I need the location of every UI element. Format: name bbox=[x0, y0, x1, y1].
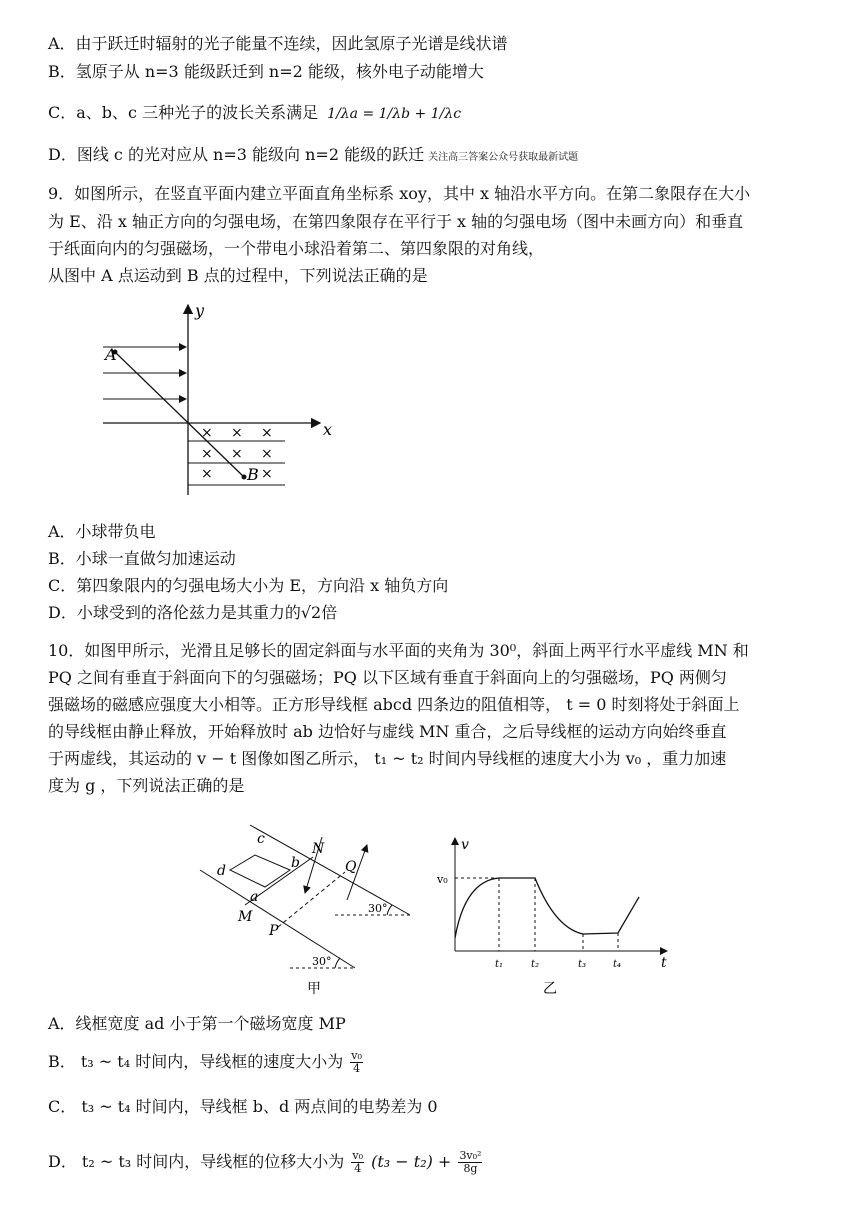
jia-q: Q bbox=[345, 859, 357, 875]
jia-angle-1: 30° bbox=[368, 902, 388, 915]
field-mark: × bbox=[261, 446, 273, 462]
field-mark: × bbox=[261, 425, 273, 441]
jia-a: a bbox=[250, 889, 259, 905]
q9-option-c: C．第四象限内的匀强电场大小为 E，方向沿 x 轴负方向 bbox=[48, 576, 449, 595]
frac-den: 4 bbox=[353, 1062, 361, 1075]
q8-option-d bbox=[48, 144, 578, 169]
q10-stem-2: PQ 之间有垂直于斜面向下的匀强磁场；PQ 以下区域有垂直于斜面向上的匀强磁场，PQ 两侧匀 bbox=[48, 668, 727, 687]
yi-t1: t₁ bbox=[495, 959, 504, 970]
yi-t4: t₄ bbox=[613, 959, 622, 970]
jia-c: c bbox=[257, 831, 265, 847]
jia-m: M bbox=[238, 909, 253, 925]
q10-stem-4: 的导线框由静止释放，开始释放时 ab 边恰好与虚线 MN 重合，之后导线框的运动方向始终垂直 bbox=[48, 722, 727, 741]
q9-stem-2: 为 E、沿 x 轴正方向的匀强电场，在第四象限存在平行于 x 轴的匀强电场（图中未画方向）和垂直 bbox=[48, 212, 744, 231]
yi-t-axis: t bbox=[661, 955, 667, 971]
yi-v0: v₀ bbox=[437, 873, 448, 886]
q9-stem-1: 9．如图所示，在竖直平面内建立平面直角坐标系 xoy，其中 x 轴沿水平方向。在第二象限存在大小 bbox=[48, 184, 751, 203]
q10-stem-3: 强磁场的磁感应强度大小相等。正方形导线框 abcd 四条边的阻值相等， t = 0 时刻将处于斜面上 bbox=[48, 695, 740, 714]
watermark-note: 关注高三答案公众号获取最新试题 bbox=[428, 152, 579, 163]
q8-option-d-text: D．图线 c 的光对应从 n=3 能级向 n=2 能级的跃迁 bbox=[48, 145, 425, 164]
jia-d: d bbox=[217, 863, 226, 879]
jia-n: N bbox=[312, 841, 325, 857]
field-mark: × bbox=[201, 446, 213, 462]
field-mark: × bbox=[201, 425, 213, 441]
jia-b: b bbox=[291, 855, 300, 871]
jia-label: 甲 bbox=[307, 981, 321, 997]
field-mark: × bbox=[261, 466, 273, 482]
q10-figure-yi bbox=[435, 833, 675, 998]
q9-point-b: B bbox=[247, 465, 259, 484]
q8-option-c bbox=[48, 102, 461, 125]
frac-num: 3v₀² bbox=[459, 1149, 482, 1162]
field-mark: × bbox=[231, 446, 243, 462]
frac-den: 8g bbox=[463, 1162, 478, 1175]
frac-num: v₀ bbox=[351, 1049, 362, 1062]
q9-x-label: x bbox=[323, 420, 333, 439]
q10-option-d-text: D． t₂ ~ t₃ 时间内，导线框的位移大小为 bbox=[48, 1152, 345, 1171]
q9-figure bbox=[95, 300, 355, 500]
q10-stem-6: 度为 g ，下列说法正确的是 bbox=[48, 776, 245, 795]
field-mark: × bbox=[231, 425, 243, 441]
frac-den: 4 bbox=[354, 1162, 362, 1175]
q10-option-d-fraction-1 bbox=[351, 1150, 364, 1175]
q10-option-d-fraction-2 bbox=[458, 1150, 482, 1175]
q10-option-b-text: B． t₃ ~ t₄ 时间内，导线框的速度大小为 bbox=[48, 1052, 344, 1071]
q9-option-d: D．小球受到的洛伦兹力是其重力的√2倍 bbox=[48, 603, 338, 622]
jia-angle-2: 30° bbox=[312, 955, 332, 968]
q9-stem-3: 于纸面向内的匀强磁场，一个带电小球沿着第二、第四象限的对角线， bbox=[48, 239, 545, 258]
q10-option-c: C． t₃ ~ t₄ 时间内，导线框 b、d 两点间的电势差为 0 bbox=[48, 1097, 438, 1116]
field-mark: × bbox=[201, 466, 213, 482]
q8-option-c-formula: 1/λa = 1/λb + 1/λc bbox=[327, 106, 462, 122]
q10-option-d-mid: (t₃ − t₂) + bbox=[371, 1152, 452, 1171]
q10-option-b bbox=[48, 1050, 365, 1075]
q8-option-a: A．由于跃迁时辐射的光子能量不连续，因此氢原子光谱是线状谱 bbox=[48, 34, 508, 53]
q10-option-b-fraction bbox=[350, 1050, 363, 1075]
yi-v-axis: v bbox=[461, 837, 469, 853]
q8-option-b: B．氢原子从 n=3 能级跃迁到 n=2 能级，核外电子动能增大 bbox=[48, 62, 484, 81]
q9-point-a: A bbox=[105, 345, 117, 364]
jia-p: P bbox=[269, 923, 279, 939]
q10-option-d bbox=[48, 1150, 484, 1175]
q10-stem-5: 于两虚线，其运动的 v − t 图像如图乙所示， t₁ ~ t₂ 时间内导线框的速度大小为 v₀ ，重力加速 bbox=[48, 749, 727, 768]
q9-option-b: B．小球一直做匀加速运动 bbox=[48, 549, 236, 568]
q8-option-c-text: C．a、b、c 三种光子的波长关系满足 bbox=[48, 103, 319, 122]
q9-stem-4: 从图中 A 点运动到 B 点的过程中，下列说法正确的是 bbox=[48, 266, 428, 285]
q9-option-a: A．小球带负电 bbox=[48, 522, 156, 541]
yi-t3: t₃ bbox=[578, 959, 587, 970]
yi-label: 乙 bbox=[543, 981, 557, 997]
q10-option-a: A．线框宽度 ad 小于第一个磁场宽度 MP bbox=[48, 1014, 346, 1033]
yi-t2: t₂ bbox=[531, 959, 540, 970]
q10-figure-jia bbox=[195, 815, 425, 1000]
q10-stem-1: 10．如图甲所示，光滑且足够长的固定斜面与水平面的夹角为 30⁰，斜面上两平行水平虚线 MN 和 bbox=[48, 641, 749, 660]
frac-num: v₀ bbox=[352, 1149, 363, 1162]
q9-y-label: y bbox=[195, 301, 205, 320]
